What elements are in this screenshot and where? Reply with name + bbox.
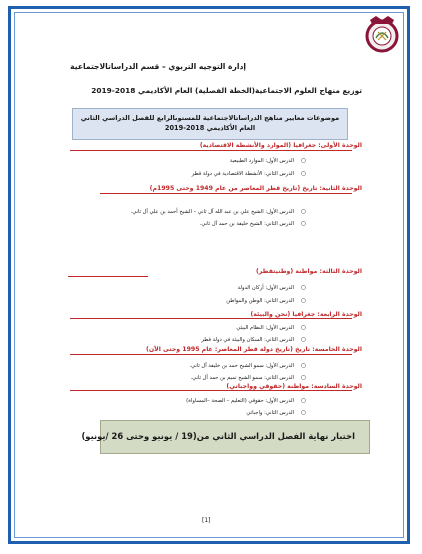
unit-2-title: الوحدة الثانية: تاريخ (تاريخ قطر المعاصر من عام 1949 وحتى 1995م) <box>149 185 362 192</box>
unit-6-title: الوحدة السادسة: مواطنة (حقوقي وواجباتي) <box>226 383 362 390</box>
unit-1-lesson-2: الدرس الثاني: الأنشطة الاقتصادية في دولة قطر ○ <box>192 171 294 177</box>
unit-3-title: الوحدة الثالثة: مواطنة (وطنيتقطر) <box>255 268 362 275</box>
unit-6-rule <box>70 390 352 391</box>
unit-5-lesson-1: الدرس الأول: سمو الشيخ حمد بن خليفة آل ثاني. ○ <box>189 363 294 369</box>
unit-6-lesson-1: الدرس الأول: حقوقي (التعليم – الصحة –المساواة) ○ <box>186 398 294 404</box>
subtitle-line-2: العام الأكاديمي 2018-2019 <box>164 124 256 132</box>
unit-1-title: الوحدة الأولى: جغرافيا (الموارد والأنشطة الاقتصادية) <box>199 142 362 149</box>
subtitle-line-1: موضوعات معايير مناهج الدراساتالاجتماعية للمستوىالرابع للفصل الدراسي الثاني <box>80 114 340 122</box>
unit-4-rule <box>70 318 352 319</box>
unit-2-rule <box>100 193 352 194</box>
unit-1-lesson-1: الدرس الأول: الموارد الطبيعية ○ <box>230 158 294 164</box>
page-number: [1] <box>202 517 211 524</box>
department-title: إدارة التوجيه التربوي – قسم الدراساتالاجتماعية <box>70 62 246 71</box>
unit-4-title: الوحدة الرابعة: جغرافيا (نحن والبيئة) <box>250 311 362 318</box>
subtitle-box <box>72 108 348 140</box>
plan-title: توزيع منهاج العلوم الاجتماعية(الخطة الفصلية) العام الأكاديمي 2018-2019 <box>91 86 362 95</box>
unit-5-lesson-2: الدرس الثاني: سمو الشيخ تميم بن حمد آل ثاني. ○ <box>191 375 294 381</box>
unit-4-lesson-2: الدرس الثاني: السكان والبيئة في دولة قطر ○ <box>201 337 294 343</box>
emblem-icon <box>362 12 402 56</box>
unit-6-lesson-2: الدرس الثاني: واجباتي ○ <box>246 410 294 416</box>
exam-note-box <box>81 420 370 454</box>
unit-3-lesson-1: الدرس الأول: أركان الدولة ○ <box>238 285 294 291</box>
exam-note-text: اختبار نهاية الفصل الدراسي الثاني من(19 / يونيو وحتى 26 /يونيو) <box>81 431 355 441</box>
unit-3-rule <box>68 276 148 277</box>
unit-2-lesson-1: الدرس الأول: الشيخ علي بن عبد الله آل ثاني – الشيخ أحمد بن علي آل ثاني. ○ <box>131 209 294 215</box>
unit-2-lesson-2: الدرس الثاني: الشيخ خليفة بن حمد آل ثاني. ○ <box>200 221 294 227</box>
unit-5-rule <box>70 354 352 355</box>
unit-4-lesson-1: الدرس الأول: النظام البيئي ○ <box>236 325 294 331</box>
unit-5-title: الوحدة الخامسة: تاريخ (تاريخ دولة قطر المعاصر: عام 1995 وحتى الآن) <box>146 346 362 353</box>
unit-3-lesson-2: الدرس الثاني: الوطن والمواطن ○ <box>226 298 294 304</box>
unit-1-rule <box>70 150 352 151</box>
